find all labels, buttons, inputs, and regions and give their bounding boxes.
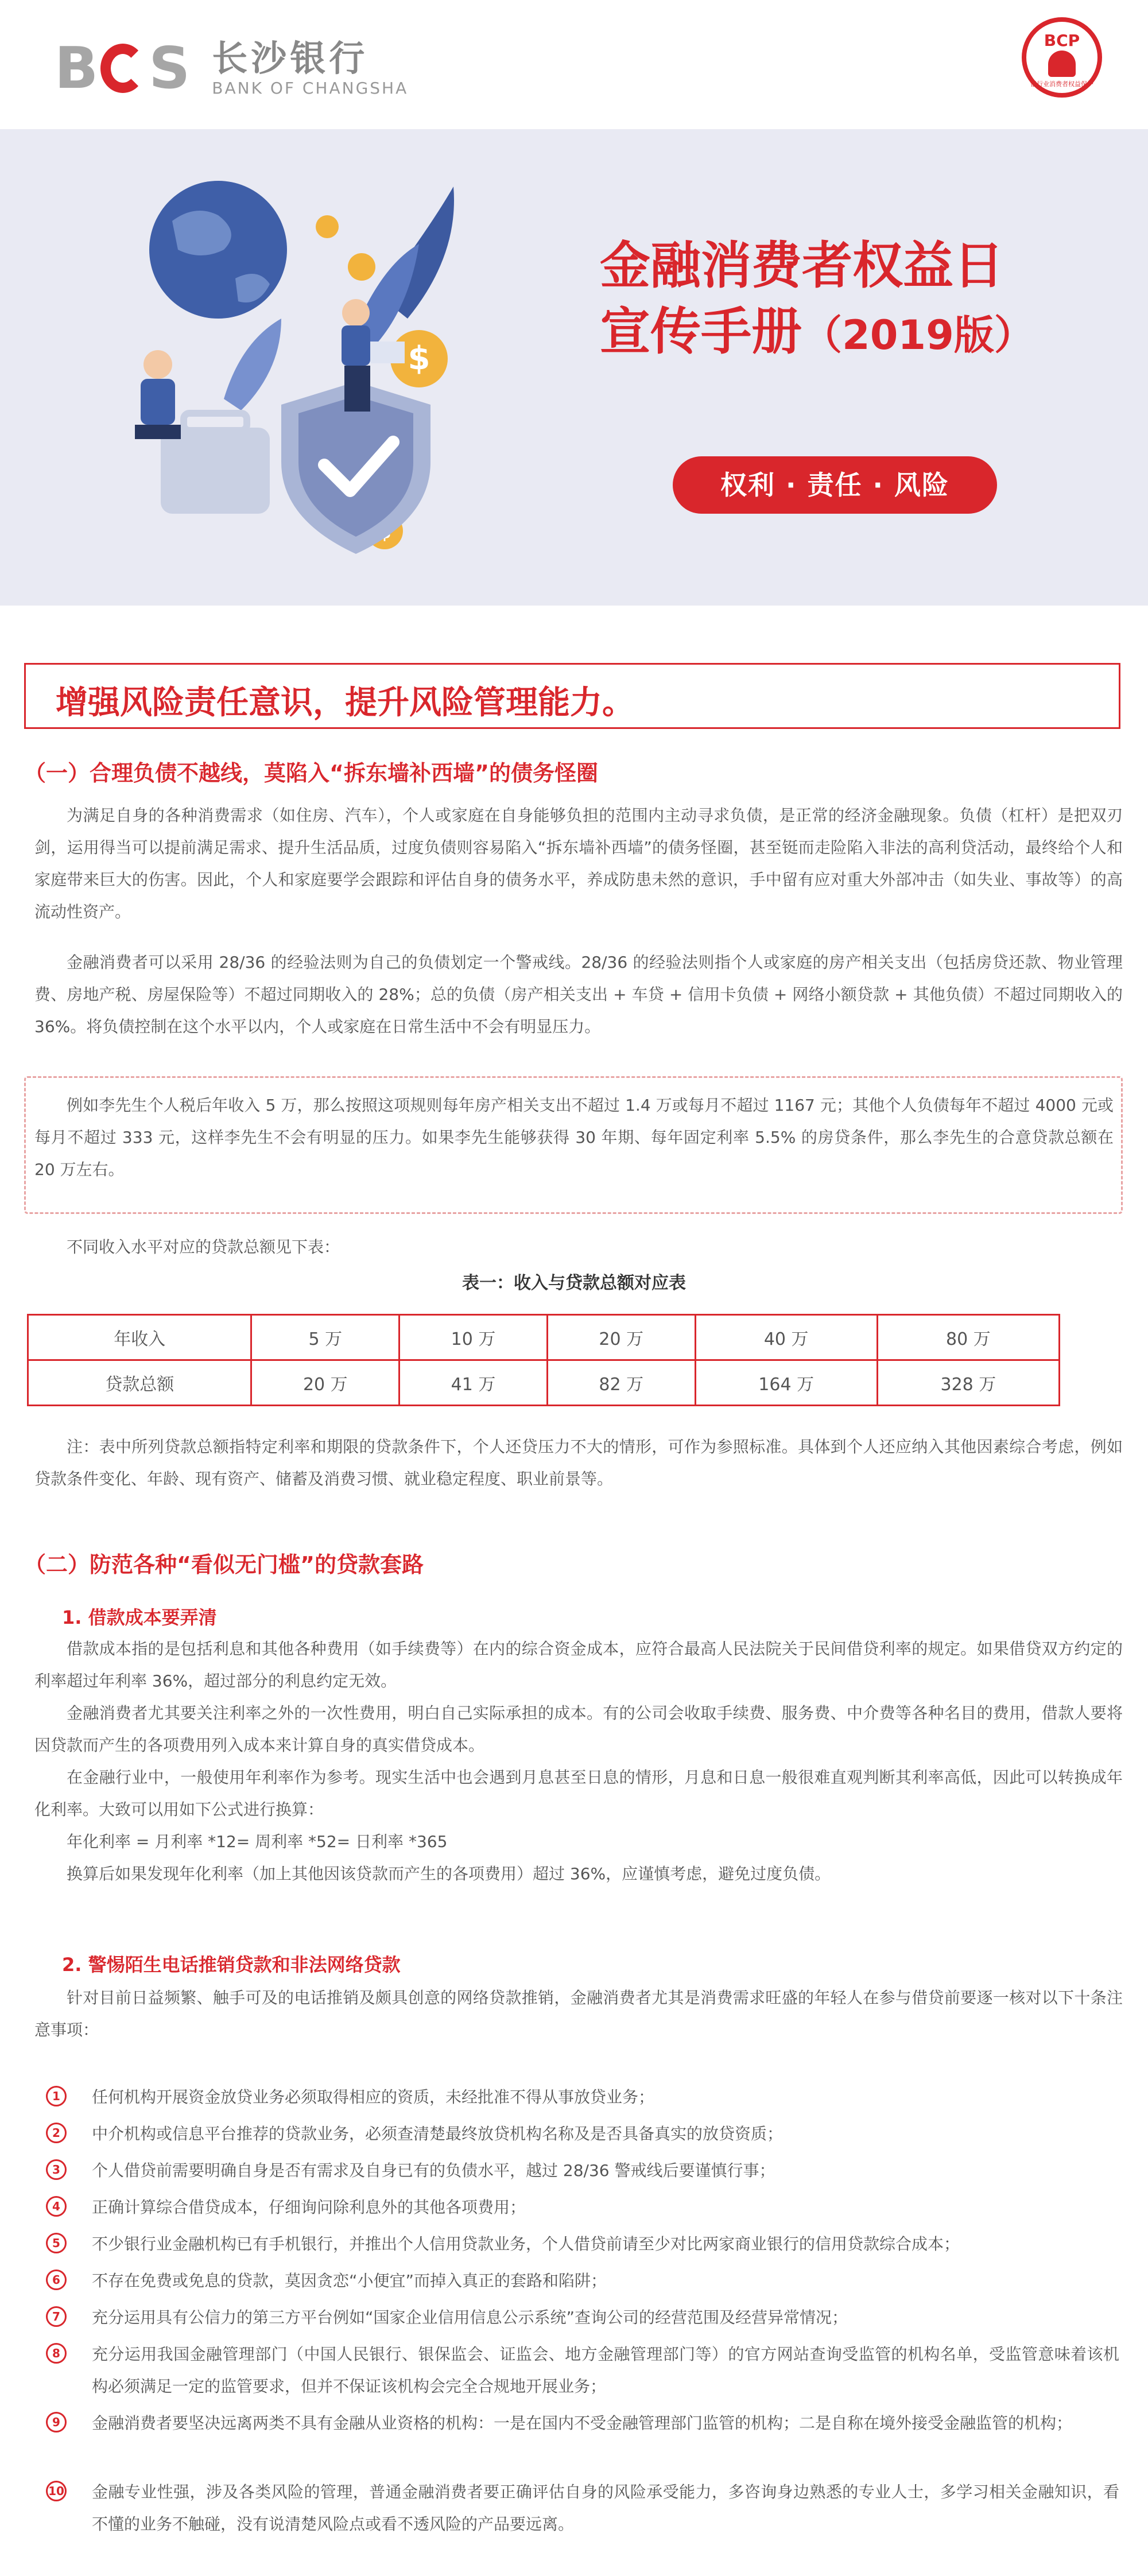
rate-formula: 年化利率 = 月利率 *12= 周利率 *52= 日利率 *365 — [67, 1832, 448, 1851]
circled-number: 4 — [46, 2196, 67, 2217]
header — [0, 0, 1148, 129]
section2-title: （二）防范各种“看似无门槛”的贷款套路 — [24, 1552, 424, 1577]
logo-letter-b: B — [55, 34, 98, 102]
subsection1-para2: 金融消费者尤其要关注利率之外的一次性费用，明白自己实际承担的成本。有的公司会收取手续费、服务费、中介费等各种名目的费用，借款人要将因贷款而产生的各项费用列入成本来计算自身的真实借贷成本。 — [34, 1704, 1123, 1755]
luggage-icon — [161, 428, 270, 514]
coin-icon — [316, 215, 339, 238]
subsection1-para4: 换算后如果发现年化利率（加上其他因该贷款而产生的各项费用）超过 36%，应谨慎考虑，避免过度负债。 — [67, 1864, 831, 1883]
table-note: 注：表中所列贷款总额指特定利率和期限的贷款条件下，个人还贷压力不大的情形，可作为参照标准。具体到个人还应纳入其他因素综合考虑，例如贷款条件变化、年龄、现有资产、储蓄及消费习惯、就业稳定程度、职业前景等。 — [34, 1437, 1123, 1488]
banner-title-year: （2019版） — [802, 312, 1034, 359]
logo-letter-c-ring — [100, 44, 145, 93]
list-item-text: 个人借贷前需要明确自身是否有需求及自身已有的负债水平，越过 28/36 警戒线后要谨慎行事； — [92, 2161, 775, 2180]
list-item-text: 不存在免费或免息的贷款，莫因贪恋“小便宜”而掉入真正的套路和陷阱； — [92, 2271, 607, 2290]
bank-logo[interactable] — [55, 34, 408, 102]
table-cell: 10 万 — [400, 1315, 548, 1360]
section1-title: （一）合理负债不越线，莫陷入“拆东墙补西墙”的债务怪圈 — [24, 761, 598, 786]
banner-title-line2 — [600, 298, 1034, 368]
table-cell: 贷款总额 — [28, 1360, 251, 1406]
list-item-text: 金融专业性强，涉及各类风险的管理，普通金融消费者要正确评估自身的风险承受能力，多咨询身边熟悉的专业人士，多学习相关金融知识，看不懂的业务不触碰，没有说清楚风险点或看不透风险的产品要远离。 — [92, 2482, 1119, 2534]
circled-number: 7 — [46, 2306, 67, 2327]
table-cell: 80 万 — [877, 1315, 1059, 1360]
circled-number: 10 — [46, 2481, 67, 2501]
bank-name-cn: 长沙银行 — [212, 37, 369, 79]
bcp-logo-text: BCP — [1044, 31, 1080, 50]
finance-illustration — [109, 152, 545, 588]
example-box — [24, 1076, 1123, 1214]
circled-number: 2 — [46, 2123, 67, 2143]
subsection2-para1: 针对目前日益频繁、触手可及的电话推销及颇具创意的网络贷款推销，金融消费者尤其是消费需求旺盛的年轻人在参与借贷前要逐一核对以下十条注意事项： — [34, 1988, 1123, 2039]
list-item-text: 中介机构或信息平台推荐的贷款业务，必须查清楚最终放贷机构名称及是否具备真实的放贷资质； — [92, 2124, 784, 2143]
list-item-text: 充分运用具有公信力的第三方平台例如“国家企业信用信息公示系统”查询公司的经营范围及经营异常情况； — [92, 2308, 848, 2327]
list-item-text: 任何机构开展资金放贷业务必须取得相应的资质，未经批准不得从事放贷业务； — [92, 2088, 655, 2106]
section1-para2: 金融消费者可以采用 28/36 的经验法则为自己的负债划定一个警戒线。28/36 的经验法则指个人或家庭的房产相关支出（包括房贷还款、物业管理费、房地产税、房屋保险等）不超过同期收入的 28%；总的负债（房产相关支出 + 车贷 + 信用卡负债 + 网络小额贷款 + 其他负债）不超过同期收入的 36%。将负债控制在这个水平以内，个人或家庭在日常生活中不会有明显压力。 — [34, 953, 1123, 1036]
table-row — [28, 1315, 1060, 1360]
table-cell: 41 万 — [400, 1360, 548, 1406]
person-icon — [342, 299, 370, 327]
circled-number: 3 — [46, 2159, 67, 2180]
subsection1-para3: 在金融行业中，一般使用年利率作为参考。现实生活中也会遇到月息甚至日息的情形，月息和日息一般很难直观判断其利率高低，因此可以转换成年化利率。大致可以用如下公式进行换算： — [34, 1768, 1123, 1819]
subsection1-para1: 借款成本指的是包括利息和其他各种费用（如手续费等）在内的综合资金成本，应符合最高人民法院关于民间借贷利率的规定。如果借贷双方约定的利率超过年利率 36%，超过部分的利息约定无效。 — [34, 1639, 1123, 1690]
logo-letter-s: S — [149, 34, 189, 102]
table-cell: 20 万 — [547, 1315, 695, 1360]
bank-name-en: BANK OF CHANGSHA — [212, 79, 409, 98]
circled-number: 6 — [46, 2269, 67, 2290]
section1-para1: 为满足自身的各种消费需求（如住房、汽车），个人或家庭在自身能够负担的范围内主动寻求负债，是正常的经济金融现象。负债（杠杆）是把双刃剑，运用得当可以提前满足需求、提升生活品质，过度负债则容易陷入“拆东墙补西墙”的债务怪圈，甚至铤而走险陷入非法的高利贷活动，最终给个人和家庭带来巨大的伤害。因此，个人和家庭要学会跟踪和评估自身的债务水平，养成防患未然的意识，手中留有应对重大外部冲击（如失业、事故等）的高流动性资产。 — [34, 806, 1123, 921]
bcs-logo-mark — [55, 34, 189, 102]
person-icon — [144, 350, 172, 379]
banner-tagline-pill: 权利 · 责任 · 风险 — [673, 456, 997, 514]
bcp-logo — [1022, 17, 1102, 98]
circled-number: 1 — [46, 2086, 67, 2106]
table-row — [28, 1360, 1060, 1406]
svg-text:$: $ — [408, 340, 430, 377]
banner-title — [600, 232, 1034, 368]
table-cell: 年收入 — [28, 1315, 251, 1360]
list-item-text: 正确计算综合借贷成本，仔细询问除利息外的其他各项费用； — [92, 2198, 526, 2217]
banner-title-main: 宣传手册 — [600, 302, 802, 361]
hero-banner — [0, 129, 1148, 606]
main-heading-box — [24, 663, 1120, 729]
table-cell: 20 万 — [251, 1360, 400, 1406]
table-cell: 40 万 — [695, 1315, 877, 1360]
subsection1-title: 1. 借款成本要弄清 — [62, 1607, 217, 1628]
banner-title-line1: 金融消费者权益日 — [600, 236, 1004, 295]
bank-names — [212, 38, 408, 98]
circled-number: 9 — [46, 2412, 67, 2433]
list-item-text: 金融消费者要坚决远离两类不具有金融从业资格的机构：一是在国内不受金融管理部门监管的机构；二是自称在境外接受金融监管的机构； — [92, 2414, 1073, 2433]
subsection2-title: 2. 警惕陌生电话推销贷款和非法网络贷款 — [62, 1954, 401, 1976]
bcp-logo-sub: 银行业消费者权益保护 — [1030, 80, 1093, 88]
laptop-icon — [370, 342, 405, 363]
income-loan-table — [27, 1314, 1060, 1406]
table-cell: 328 万 — [877, 1360, 1059, 1406]
list-item-text: 充分运用我国金融管理部门（中国人民银行、银保监会、证监会、地方金融管理部门等）的官方网站查询受监管的机构名单，受监管意味着该机构必须满足一定的监管要求，但并不保证该机构会完全合规地开展业务； — [92, 2345, 1119, 2396]
example-text: 例如李先生个人税后年收入 5 万，那么按照这项规则每年房产相关支出不超过 1.4 万或每月不超过 1167 元；其他个人负债每年不超过 4000 元或每月不超过 333 元，这样李先生不会有明显的压力。如果李先生能够获得 30 年期、每年固定利率 5.5% 的房贷条件，那么李先生的合意贷款总额在 20 万左右。 — [34, 1096, 1114, 1179]
circled-number: 5 — [46, 2233, 67, 2253]
table-cell: 82 万 — [547, 1360, 695, 1406]
bcp-people-icon — [1048, 51, 1076, 77]
table-cell: 164 万 — [695, 1360, 877, 1406]
circled-number: 8 — [46, 2343, 67, 2364]
table-cell: 5 万 — [251, 1315, 400, 1360]
table-intro: 不同收入水平对应的贷款总额见下表： — [67, 1237, 340, 1256]
main-heading: 增强风险责任意识，提升风险管理能力。 — [56, 684, 634, 721]
list-item-text: 不少银行业金融机构已有手机银行，并推出个人信用贷款业务，个人借贷前请至少对比两家商业银行的信用贷款综合成本； — [92, 2234, 960, 2253]
table-caption: 表一：收入与贷款总额对应表 — [462, 1273, 686, 1293]
